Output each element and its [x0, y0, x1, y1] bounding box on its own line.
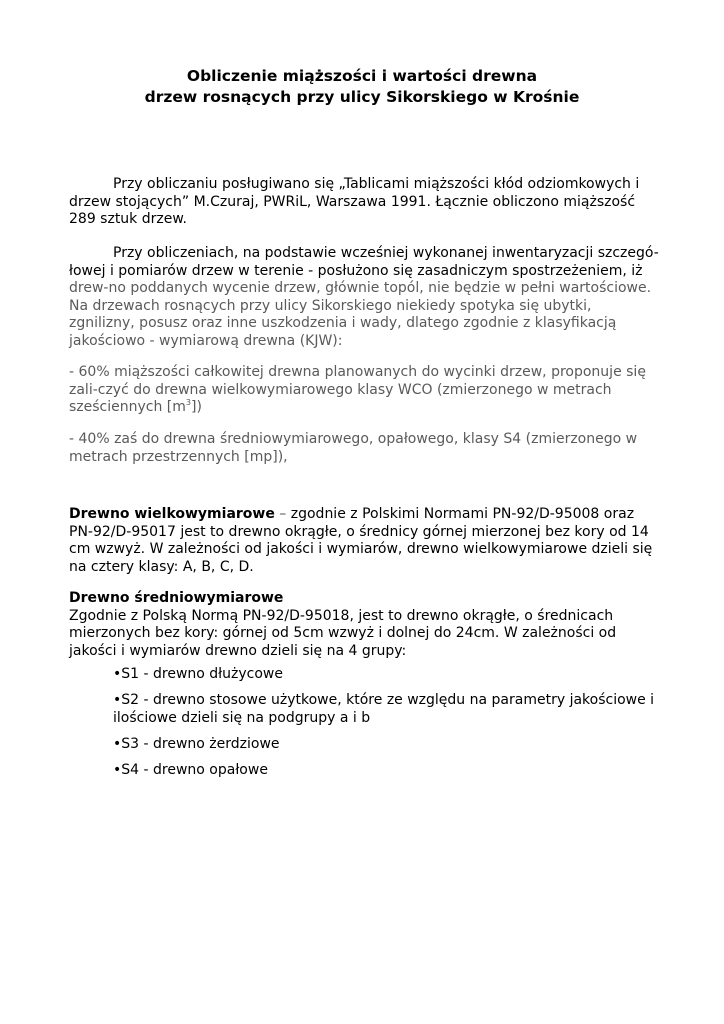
list-item-s3: •S3 - drewno żerdziowe [113, 736, 280, 752]
bullet-40-percent: - 40% zaś do drewna średniowymiarowego, opałowego, klasy S4 (zmierzonego w metrach przestrzennych [mp]), [69, 431, 638, 465]
bullet-60-end: ]) [191, 399, 202, 415]
bullet-60-superscript: 3 [185, 398, 191, 407]
bullet-60-percent [69, 364, 659, 417]
large-timber-text: zgodnie z Polskimi Normami PN-92/D-95008 oraz PN-92/D-95017 jest to drewno okrągłe, o średnicy górnej mierzonej bez kory od 14 cm wzwyż. W zależności od jakości i wymiarów, drewno wielkowymiarowe dzieli się na cztery klasy: A, B, C, D. [69, 506, 653, 575]
paragraph-tables-source: Przy obliczaniu posługiwano się „Tablicami miąższości kłód odziomkowych i drzew stojących” M.Czuraj, PWRiL, Warszawa 1991. Łącznie obliczono miąższość 289 sztuk drzew. [69, 176, 640, 227]
list-item-s2: •S2 - drewno stosowe użytkowe, które ze względu na parametry jakościowe i ilościowe dzieli się na podgrupy a i b [113, 692, 655, 726]
section-medium-timber [69, 590, 659, 660]
large-timber-dash: – [274, 506, 291, 522]
medium-timber-text: Zgodnie z Polską Normą PN-92/D-95018, jest to drewno okrągłe, o średnicach mierzonych bez kory: górnej od 5cm wzwyż i dolnej do 24cm. W zależności od jakości i wymiarów drewno dzieli się na 4 grupy: [69, 607, 617, 659]
list-item-s1: •S1 - drewno dłużycowe [113, 666, 283, 682]
paragraph-large-timber [69, 506, 659, 576]
title-line-1: Obliczenie miąższości i wartości drewna [186, 67, 538, 85]
large-timber-term: Drewno wielkowymiarowe [69, 506, 275, 522]
list-item-s4: •S4 - drewno opałowe [113, 762, 268, 778]
calculation-basis-quality-text: drew-no poddanych wycenie drzew, głównie topól, nie będzie w pełni wartościowe. Na drzewach rosnących przy ulicy Sikorskiego niekiedy spotyka się ubytki, zgnilizny, posusz oraz inne uszkodzenia i wady, dlatego zgodnie z klasyfikacją jakościowo - wymiarową drewna (KJW): [69, 280, 652, 349]
calculation-basis-text: Przy obliczeniach, na podstawie wcześniej wykonanej inwentaryzacji szczegó-łowej i pomiarów drzew w terenie - posłużono się zasadniczym spostrzeżeniem, iż [69, 245, 659, 279]
bullet-60-text: - 60% miąższości całkowitej drewna planowanych do wycinki drzew, proponuje się zali-czyć do drewna wielkowymiarowego klasy WCO (zmierzonego w metrach sześciennych [m [69, 364, 646, 415]
medium-timber-heading: Drewno średniowymiarowe [69, 590, 284, 606]
title-line-2: drzew rosnących przy ulicy Sikorskiego w Krośnie [144, 88, 580, 106]
document-title [0, 66, 724, 108]
paragraph-calculation-basis [69, 245, 659, 350]
